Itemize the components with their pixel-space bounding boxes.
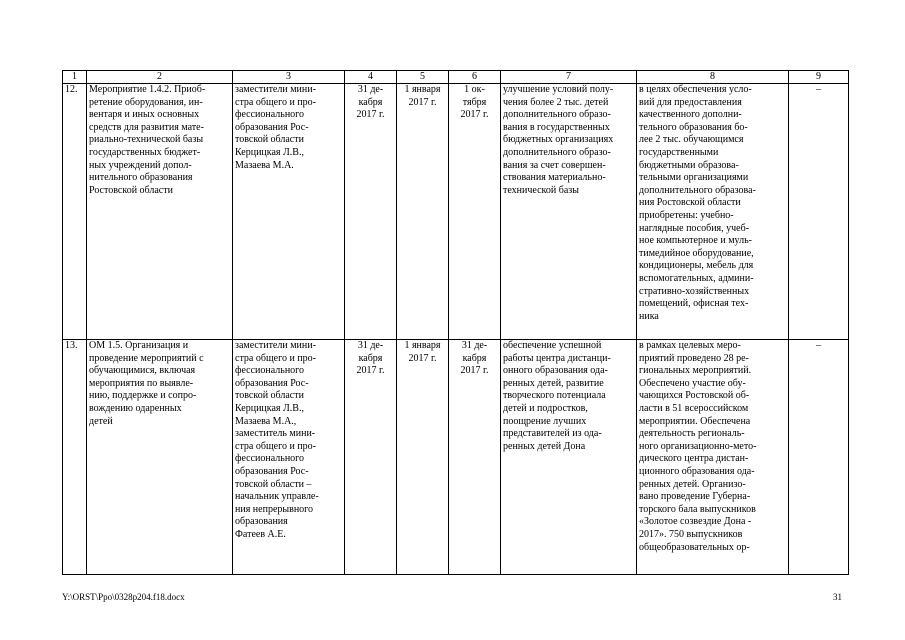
- column-number: 1: [63, 71, 87, 84]
- column-number: 8: [637, 71, 789, 84]
- problems-cell: –: [789, 340, 849, 575]
- column-number-row: [63, 71, 849, 84]
- column-number: 9: [789, 71, 849, 84]
- event-name: ОМ 1.5. Организация и проведение мероприятий с обучающимися, включая мероприятия по выявле- нию, поддержке и сопро- вождению одаренных детей: [87, 340, 233, 575]
- actual-result: в целях обеспечения усло- вий для предоставления качественного дополни- тельного образования бо- лее 2 тыс. обучающимся государственными бюджетными образова- тельными организациями дополнительного образова- ния Ростовской области приобретены: учебно- наглядные пособия, учеб- ное компьютерное и муль- тимедийное оборудование, кондиционеры, мебель для вспомогательных, админи- стративно-хозяйственных помещений, офисная тех- ника: [637, 84, 789, 340]
- column-number: 3: [233, 71, 345, 84]
- problems-cell: –: [789, 84, 849, 340]
- event-name: Мероприятие 1.4.2. Приоб- ретение оборудования, ин- вентаря и иных основных средств для развития мате- риально-технической базы государственных бюджет- ных учреждений допол- нительного образования Ростовской области: [87, 84, 233, 340]
- column-number: 5: [397, 71, 449, 84]
- responsible-persons: заместители мини- стра общего и про- фессионального образования Рос- товской области Керцицкая Л.В., Мазаева М.А., заместитель мини- стра общего и про- фессионального образования Рос- товской области – начальник управле- ния непрерывного образования Фатеев А.Е.: [233, 340, 345, 575]
- actual-start-date: 1 января 2017 г.: [397, 84, 449, 340]
- actual-end-date: 31 де- кабря 2017 г.: [449, 340, 501, 575]
- actual-start-date: 1 января 2017 г.: [397, 340, 449, 575]
- report-table: [62, 70, 849, 575]
- column-number: 2: [87, 71, 233, 84]
- expected-result: улучшение условий полу- чения более 2 тыс. детей дополнительного образо- вания в государственных бюджетных организациях дополнительного образо- вания за счет совершен- ствования материально- технической базы: [501, 84, 637, 340]
- planned-end-date: 31 де- кабря 2017 г.: [345, 84, 397, 340]
- row-number: 13.: [63, 340, 87, 575]
- column-number: 7: [501, 71, 637, 84]
- column-number: 4: [345, 71, 397, 84]
- planned-end-date: 31 де- кабря 2017 г.: [345, 340, 397, 575]
- responsible-persons: заместители мини- стра общего и про- фессионального образования Рос- товской области Керцицкая Л.В., Мазаева М.А.: [233, 84, 345, 340]
- page-number: 31: [833, 592, 842, 602]
- column-number: 6: [449, 71, 501, 84]
- actual-end-date: 1 ок- тября 2017 г.: [449, 84, 501, 340]
- row-number: 12.: [63, 84, 87, 340]
- expected-result: обеспечение успешной работы центра дистанци- онного образования ода- ренных детей, развитие творческого потенциала детей и подростков, поощрение лучших представителей из ода- ренных детей Дона: [501, 340, 637, 575]
- actual-result: в рамках целевых меро- приятий проведено 28 ре- гиональных мероприятий. Обеспечено участие обу- чающихся Ростовской об- ласти в 51 всероссийском мероприятии. Обеспечена деятельность региональ- ного организационно-мето- дического центра дистан- ционного образования ода- ренных детей. Организо- вано проведение Губерна- торского бала выпускников «Золотое созвездие Дона - 2017». 750 выпускников общеобразовательных ор-: [637, 340, 789, 575]
- table-row: [63, 84, 849, 340]
- footer-file-path: Y:\ORST\Ppo\0328p204.f18.docx: [62, 592, 185, 602]
- table-row: [63, 340, 849, 575]
